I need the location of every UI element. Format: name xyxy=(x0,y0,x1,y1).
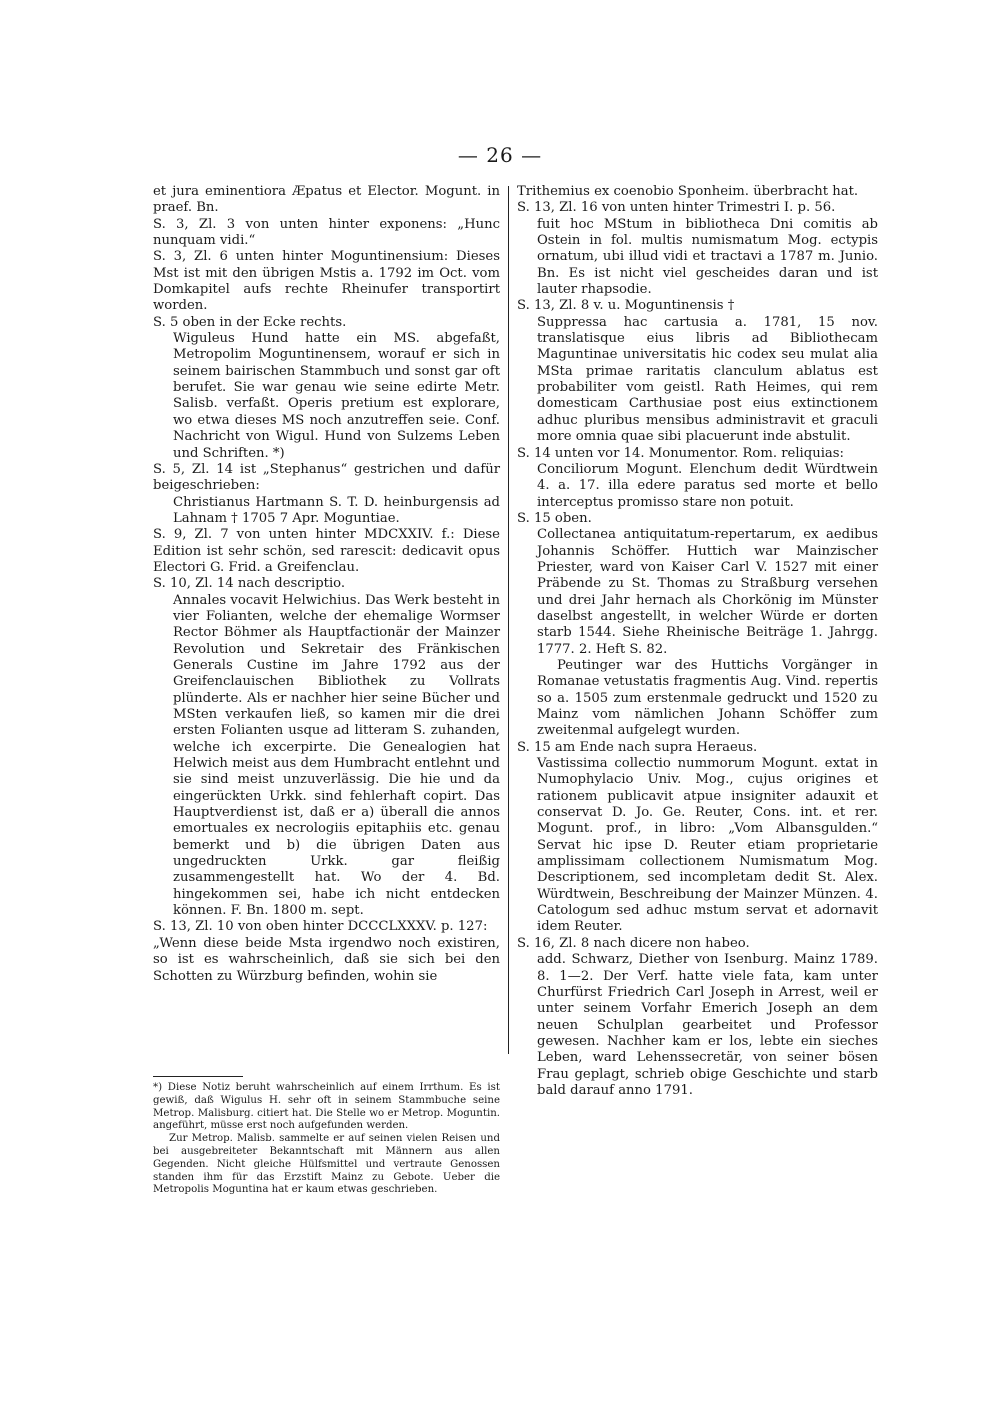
footnotes xyxy=(153,1082,500,1197)
column-divider xyxy=(508,186,509,1054)
text-entry: S. 9, Zl. 7 von unten hinter MDCXXIV. f.: Diese Edition ist sehr schön, sed rarescit: dedicavit opus Electori G. Frid. a Greifenclau. xyxy=(153,527,500,575)
text-entry: add. Schwarz, Diether von Isenburg. Mainz 1789. 8. 1—2. Der Verf. hatte viele fata, kam unter Churfürst Friedrich Carl Joseph in Arrest, weil er unter seinem Vorfahr Emerich Joseph an dem neuen Schulplan gearbeitet und Professor gewesen. Nachher kam er los, lebte ein sieches Leben, ward Lehenssecretär, von seiner bösen Frau geplagt, schrieb obige Geschichte und starb bald darauf anno 1791. xyxy=(537,952,878,1098)
text-entry: S. 13, Zl. 8 v. u. Moguntinensis † xyxy=(517,298,735,314)
text-entry: S. 16, Zl. 8 nach dicere non habeo. xyxy=(517,935,750,951)
text-entry: Vastissima collectio nummorum Mogunt. extat in Numophylacio Univ. Mog., cujus origines et rationem publicavit atpue insigniter adauxit et conservat D. Jo. Ge. Reuter, Cons. int. et rer. Mogunt. prof., in libro: „Vom Albansgulden.“ Servat hic ipse D. Reuter etiam proprietarie amplissimam collectionem Numismatum Mog. Descriptionem, sed incompletam dedit St. Alex. Würdtwein, Beschreibung der Mainzer Münzen. 4. Catologum sed adhuc mstum servat et adornavit idem Reuter. xyxy=(537,756,878,935)
text-entry: Collectanea antiquitatum-repertarum, ex aedibus Johannis Schöffer. Huttich war Mainzischer Priester, ward von Kaiser Carl V. 1527 mit einer Präbende zu St. Thomas zu Straßburg versehen und drei Jahr hernach als Chorkönig im Münster daselbst angestellt, in welcher Würde er dorten starb 1544. Siehe Rheinische Beiträge 1. Jahrgg. 1777. 2. Heft S. 82. xyxy=(537,527,878,657)
left-column xyxy=(153,184,500,985)
right-column xyxy=(517,184,878,1099)
text-entry: Trithemius ex coenobio Sponheim. überbracht hat. xyxy=(517,184,859,199)
text-entry: S. 13, Zl. 10 von oben hinter DCCCLXXXV. p. 127: xyxy=(153,919,488,935)
text-entry: fuit hoc MStum in bibliotheca Dni comitis ab Ostein in fol. multis numismatum Mog. ectypis ornatum, ubi illud vidi et tractavi a 1787 m. Junio. Bn. Es ist nicht viel gescheides daran und ist lauter rhapsodie. xyxy=(537,216,878,298)
text-entry: S. 3, Zl. 3 von unten hinter exponens: „Hunc nunquam vidi.“ xyxy=(153,216,500,249)
footnote: *) Diese Notiz beruht wahrscheinlich auf einem Irrthum. Es ist gewiß, daß Wigulus H. sehr oft in seinem Stammbuche seine Metrop. Malisburg. citiert hat. Die Stelle wo er Metrop. Moguntin. angeführt, müsse erst noch aufgefunden werden. xyxy=(153,1082,500,1132)
text-entry: Conciliorum Mogunt. Elenchum dedit Würdtwein 4. a. 17. illa edere paratus sed morte et bello interceptus promisso stare non potuit. xyxy=(537,461,878,510)
text-entry: S. 10, Zl. 14 nach descriptio. xyxy=(153,576,346,592)
text-entry: S. 5, Zl. 14 ist „Stephanus“ gestrichen und dafür beigeschrieben: xyxy=(153,461,500,494)
text-entry: S. 3, Zl. 6 unten hinter Moguntinensium: Dieses Mst ist mit den übrigen Mstis a. 1792 im Oct. vom Domkapitel aufs rechte Rheinufer transportirt worden. xyxy=(153,249,500,314)
text-entry: Christianus Hartmann S. T. D. heinburgensis ad Lahnam † 1705 7 Apr. Moguntiae. xyxy=(173,494,500,526)
text-entry: Wiguleus Hund hatte ein MS. abgefaßt, Metropolim Moguntinensem, worauf er sich in seinem bairischen Stammbuch und sonst gar oft berufet. Sie war genau wie seine edirte Metr. Salisb. verfaßt. Operis pretium est explorare, wo etwa dieses MS noch anzutreffen seie. Conf. Nachricht von Wigul. Hund von Sulzems Leben und Schriften. *) xyxy=(173,331,500,461)
footnote: Zur Metrop. Malisb. sammelte er auf seinen vielen Reisen und bei ausgebreiteter Bekanntschaft mit Männern aus allen Gegenden. Nicht gleiche Hülfsmittel und vertraute Genossen standen ihm für das Erzstift Mainz zu Gebote. Ueber die Metropolis Moguntina hat er kaum etwas geschrieben. xyxy=(153,1133,500,1196)
text-entry: S. 14 unten vor 14. Monumentor. Rom. reliquias: xyxy=(517,445,844,461)
text-entry: et jura eminentiora Æpatus et Elector. Mogunt. in praef. Bn. xyxy=(153,184,500,216)
text-entry: Suppressa hac cartusia a. 1781, 15 nov. translatisque eius libris ad Bibliothecam Maguntinae universitatis hic codex seu mulat alia MSta primae raritatis clanculum ablatus est probabiliter vom geistl. Rath Heimes, qui rem domesticam Carthusiae post eius extinctionem adhuc pluribus mensibus administravit et graculi more omnia quae sibi placuerunt inde abstulit. xyxy=(537,314,878,445)
text-entry: S. 15 am Ende nach supra Heraeus. xyxy=(517,739,758,755)
text-entry: S. 13, Zl. 16 von unten hinter Trimestri I. p. 56. xyxy=(517,200,836,216)
text-entry: S. 5 oben in der Ecke rechts. xyxy=(153,314,347,330)
footnote-rule xyxy=(153,1076,243,1077)
text-entry: „Wenn diese beide Msta irgendwo noch existiren, so ist es wahrscheinlich, daß sie sich bei den Schotten zu Würzburg befinden, wohin sie xyxy=(153,935,500,984)
text-entry: Annales vocavit Helwichius. Das Werk besteht in vier Folianten, welche der ehemalige Wormser Rector Böhmer als Hauptfactionär der Mainzer Revolution und Sekretair des Fränkischen Generals Custine im Jahre 1792 aus der Greifenclauischen Bibliothek zu Vollrats plünderte. Als er nachher hier seine Bücher und MSten verkaufen ließ, so kamen mir die drei ersten Folianten usque ad litteram S. zuhanden, welche ich excerpirte. Die Genealogien hat Helwich meist aus dem Humbracht entlehnt und sie sind meist unzuverlässig. Die hie und da eingerückten Urkk. sind fehlerhaft copirt. Das Hauptverdienst ist, daß er a) überall die annos emortuales ex necrologiis epitaphiis etc. genau bemerkt und b) die übrigen Daten aus ungedruckten Urkk. gar fleißig zusammengestellt hat. Wo der 4. Bd. hingekommen sei, habe ich nicht entdecken können. F. Bn. 1800 m. sept. xyxy=(173,592,500,919)
page-number: — 26 — xyxy=(457,143,543,167)
text-entry: S. 15 oben. xyxy=(517,510,592,526)
text-entry: Peutinger war des Huttichs Vorgänger in Romanae vetustatis fragmentis Aug. Vind. repertis so a. 1505 zum erstenmale gedruckt und 1520 zu Mainz vom nämlichen Johann Schöffer zum zweitenmal aufgelegt wurden. xyxy=(537,657,878,739)
